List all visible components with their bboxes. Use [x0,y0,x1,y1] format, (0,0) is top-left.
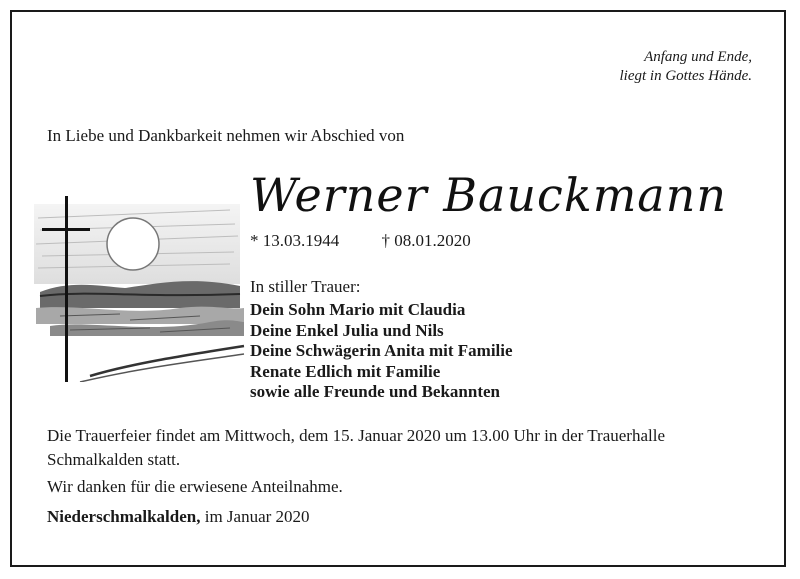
intro-text: In Liebe und Dankbarkeit nehmen wir Abschied von [47,126,405,145]
mourner-line: Deine Enkel Julia und Nils [250,320,444,340]
mourning-heading: In stiller Trauer: [250,277,361,296]
motto-line-2: liegt in Gottes Hände. [619,68,752,84]
signoff [47,507,310,527]
mourners-list [250,300,513,403]
signoff-place: Niederschmalkalden, [47,507,201,526]
birth-date: * 13.03.1944 [250,231,340,250]
mourner-line: sowie alle Freunde und Bekannten [250,382,501,401]
mourner-line: Renate Edlich mit Familie [250,361,441,381]
cross-sun-landscape-illustration [30,196,246,382]
thanks-text: Wir danken für die erwiesene Anteilnahme. [47,477,343,496]
cross-horizontal-bar [42,228,90,231]
death-date: † 08.01.2020 [381,231,471,250]
funeral-notice: Die Trauerfeier findet am Mittwoch, dem 15. Januar 2020 um 13.00 Uhr in der Trauerhalle Schmalkalden statt. [47,426,666,469]
motto-line-1: Anfang und Ende, [644,49,752,65]
deceased-name: Werner Bauckmann [250,168,727,222]
sun-shape [107,218,159,270]
motto [620,48,752,86]
life-dates [250,231,471,251]
cross-vertical-bar [65,196,68,382]
signoff-date: im Januar 2020 [204,507,310,526]
mourner-line: Deine Schwägerin Anita mit Familie [250,341,513,360]
mourner-line: Dein Sohn Mario mit Claudia [250,300,466,319]
